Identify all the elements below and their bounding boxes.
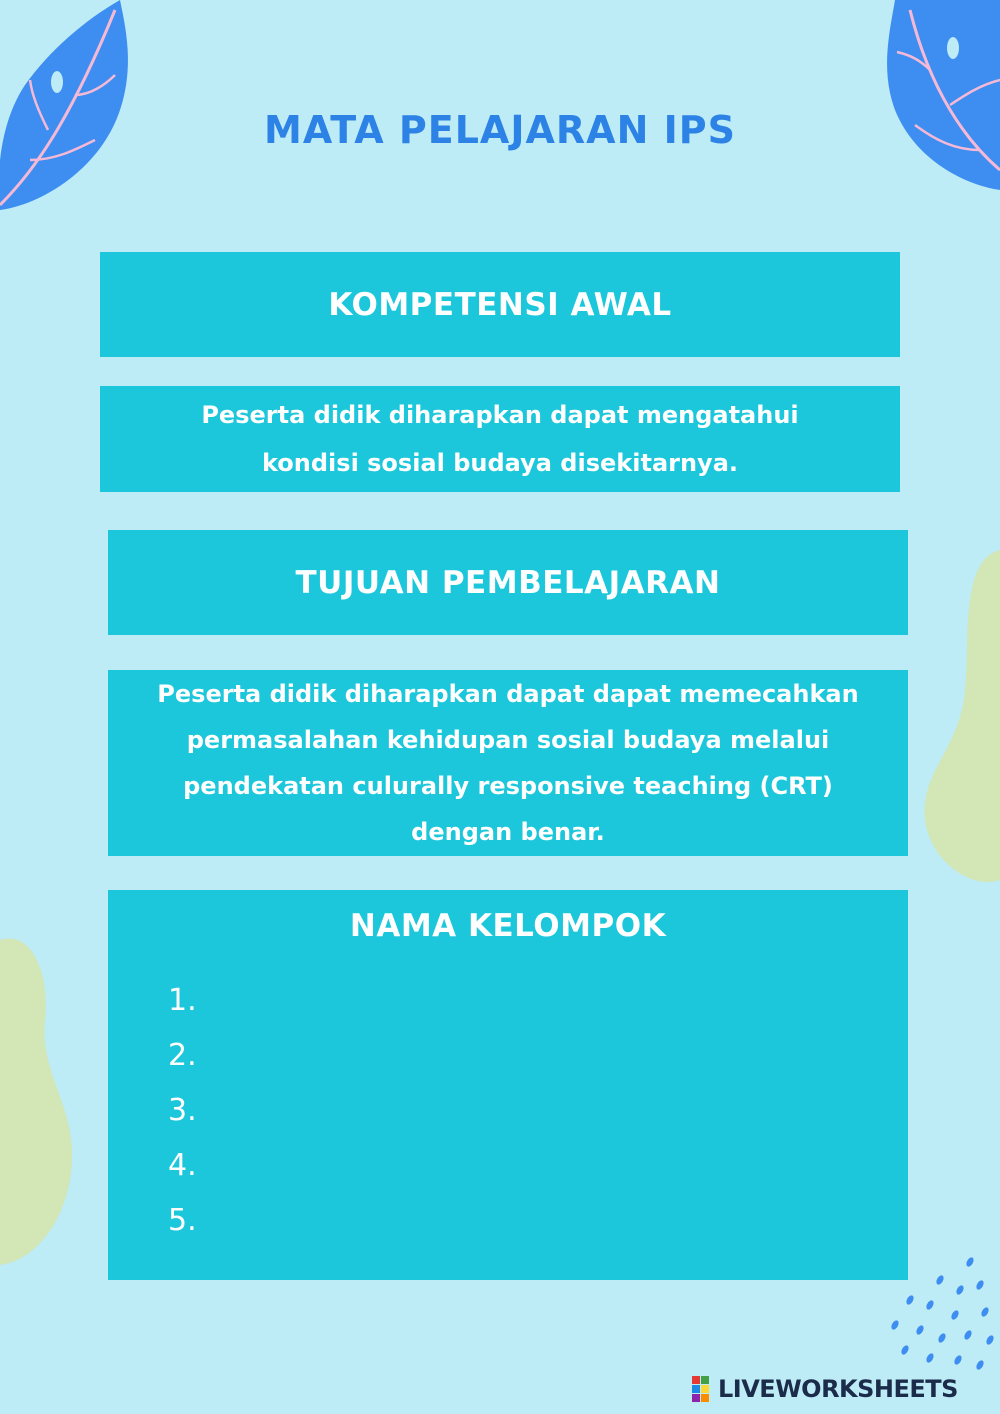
page-title: MATA PELAJARAN IPS <box>264 108 736 152</box>
nama-kelompok-panel <box>108 890 908 1280</box>
liveworksheets-logo-icon <box>692 1376 716 1402</box>
tujuan-pembelajaran-heading <box>108 530 908 635</box>
tujuan-line: Peserta didik diharapkan dapat dapat memecahkan <box>157 680 859 708</box>
kompetensi-line: Peserta didik diharapkan dapat mengatahui <box>201 401 799 429</box>
kelompok-member-list <box>168 978 197 1253</box>
liveworksheets-logo-text: LIVEWORKSHEETS <box>718 1375 958 1403</box>
kompetensi-awal-heading <box>100 252 900 357</box>
list-item: 4. <box>168 1148 197 1183</box>
tujuan-pembelajaran-heading-text: TUJUAN PEMBELAJARAN <box>295 564 721 601</box>
tujuan-line: pendekatan culurally responsive teaching (CRT) <box>183 772 833 800</box>
leaf-top-right-icon <box>885 0 1000 200</box>
kompetensi-awal-description <box>100 386 900 492</box>
blob-right-decoration <box>920 550 1000 890</box>
list-item: 2. <box>168 1038 197 1073</box>
liveworksheets-logo <box>692 1372 958 1406</box>
list-item: 1. <box>168 983 197 1018</box>
list-item: 3. <box>168 1093 197 1128</box>
tujuan-pembelajaran-description <box>108 670 908 856</box>
tujuan-line: dengan benar. <box>411 818 605 846</box>
tujuan-line: permasalahan kehidupan sosial budaya melalui <box>186 726 830 754</box>
kompetensi-line: kondisi sosial budaya disekitarnya. <box>261 449 739 477</box>
kompetensi-awal-heading-text: KOMPETENSI AWAL <box>328 286 672 323</box>
blob-left-decoration <box>0 930 80 1270</box>
list-item: 5. <box>168 1203 197 1238</box>
nama-kelompok-heading: NAMA KELOMPOK <box>349 908 667 944</box>
